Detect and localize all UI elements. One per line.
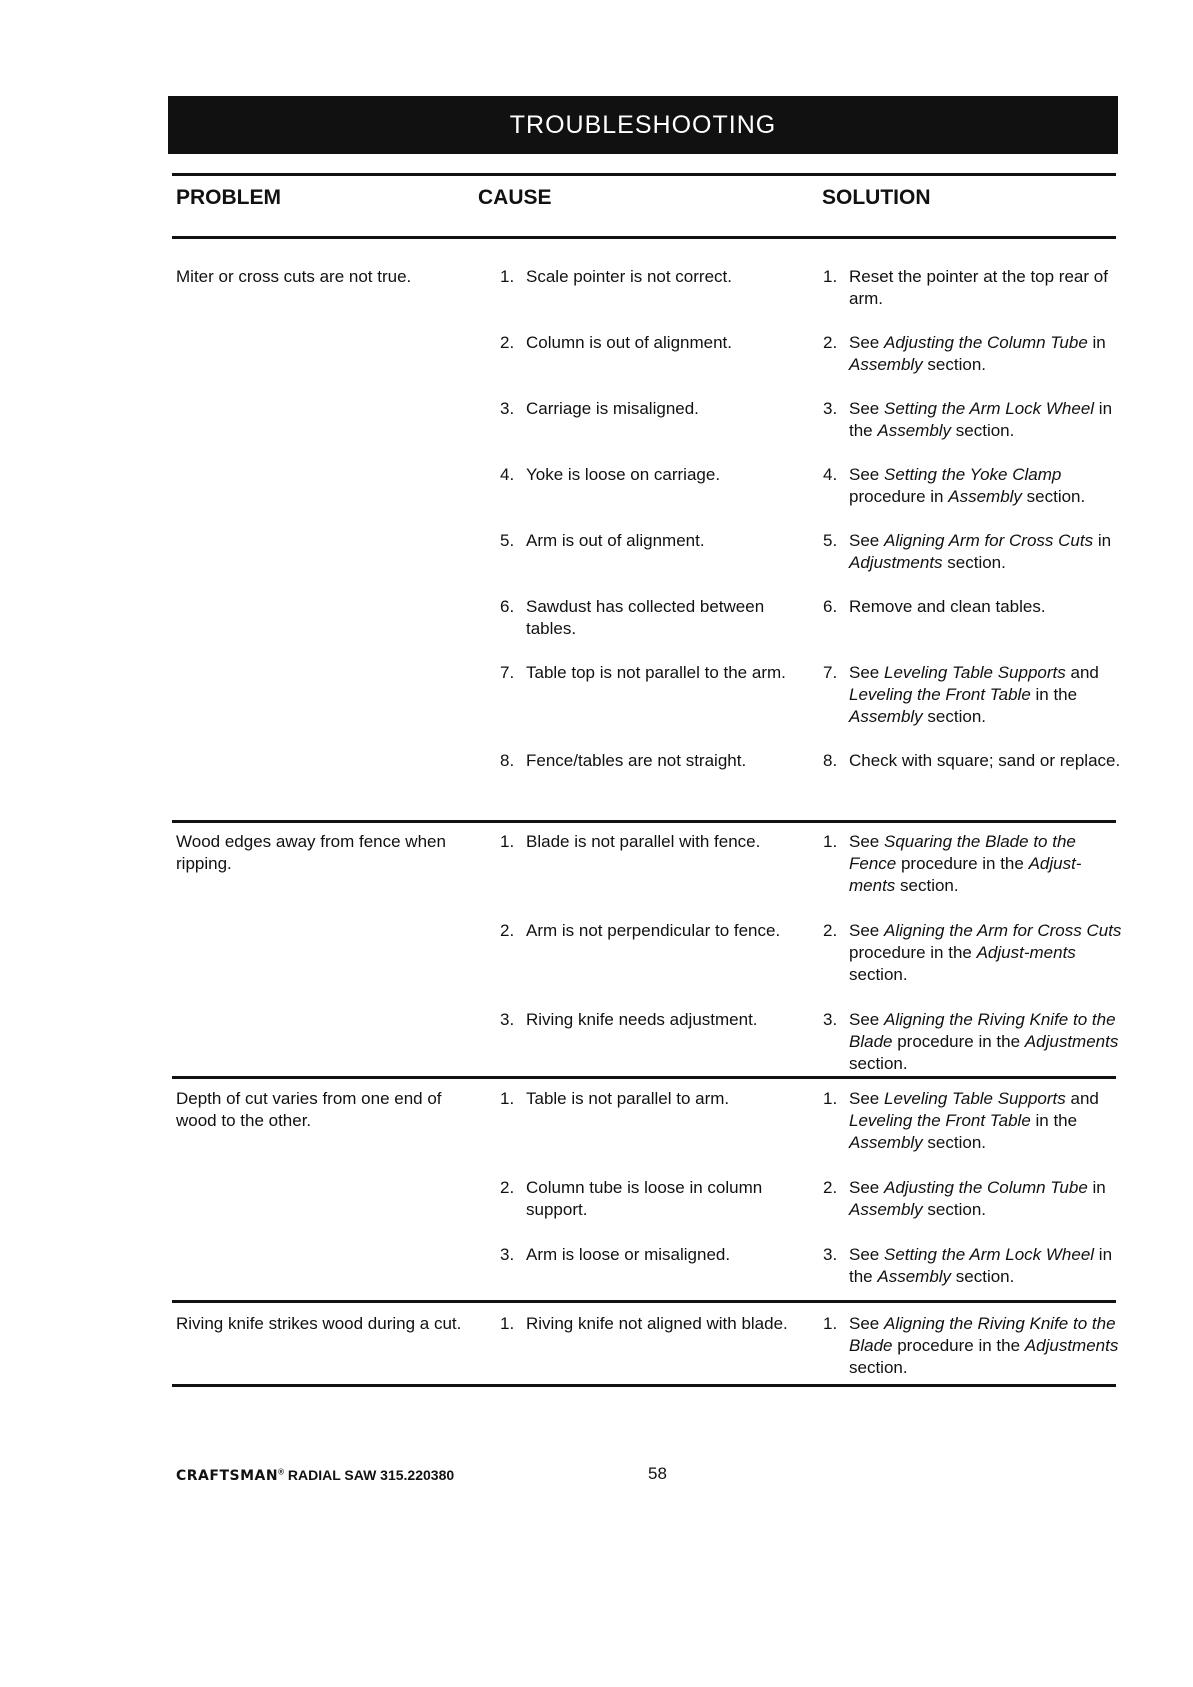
solution-text: See Squaring the Blade to the Fence procedure in the Adjust-ments section. — [849, 832, 1082, 895]
cause-text: Fence/tables are not straight. — [526, 751, 747, 770]
solution-item — [823, 920, 1123, 986]
solution-text: See Aligning the Riving Knife to the Blade procedure in the Adjustments section. — [849, 1010, 1119, 1073]
cause-item — [500, 831, 800, 853]
cause-item — [500, 530, 800, 552]
cause-text: Riving knife needs adjustment. — [526, 1010, 758, 1029]
cause-number: 2. — [500, 1178, 515, 1197]
solution-number: 5. — [823, 531, 838, 550]
solution-number: 2. — [823, 1178, 838, 1197]
cause-number: 7. — [500, 663, 515, 682]
section-divider — [172, 1300, 1116, 1303]
solution-item — [823, 1244, 1123, 1288]
cause-text: Riving knife not aligned with blade. — [526, 1314, 788, 1333]
solution-number: 2. — [823, 333, 838, 352]
cause-item — [500, 1313, 800, 1335]
solution-item — [823, 530, 1123, 574]
cause-number: 8. — [500, 751, 515, 770]
cause-text: Arm is not perpendicular to fence. — [526, 921, 781, 940]
solution-number: 1. — [823, 267, 838, 286]
solution-item — [823, 398, 1123, 442]
cause-text: Yoke is loose on carriage. — [526, 465, 721, 484]
cause-item — [500, 920, 800, 942]
cause-number: 1. — [500, 1314, 515, 1333]
solution-text: See Adjusting the Column Tube in Assembly section. — [849, 1178, 1106, 1219]
solution-item — [823, 750, 1123, 772]
cause-number: 2. — [500, 921, 515, 940]
cause-number: 1. — [500, 832, 515, 851]
solution-text: See Setting the Arm Lock Wheel in the Assembly section. — [849, 399, 1113, 440]
solution-number: 3. — [823, 1010, 838, 1029]
solution-text: Reset the pointer at the top rear of arm. — [849, 267, 1108, 308]
cause-text: Carriage is misaligned. — [526, 399, 699, 418]
header-problem: PROBLEM — [176, 186, 281, 209]
cause-text: Blade is not parallel with fence. — [526, 832, 761, 851]
cause-number: 3. — [500, 1010, 515, 1029]
solution-number: 3. — [823, 399, 838, 418]
solution-item — [823, 1313, 1123, 1379]
solution-item — [823, 831, 1123, 897]
table-end-rule — [172, 1384, 1116, 1387]
solution-item — [823, 464, 1123, 508]
cause-text: Table is not parallel to arm. — [526, 1089, 730, 1108]
header-top-rule — [172, 173, 1116, 176]
cause-item — [500, 398, 800, 420]
solution-number: 1. — [823, 1089, 838, 1108]
solution-text: See Setting the Yoke Clamp procedure in Assembly section. — [849, 465, 1086, 506]
solution-text: See Adjusting the Column Tube in Assembly section. — [849, 333, 1106, 374]
solution-text: Remove and clean tables. — [849, 597, 1046, 616]
solution-number: 7. — [823, 663, 838, 682]
cause-text: Sawdust has collected between tables. — [526, 597, 765, 638]
cause-text: Scale pointer is not correct. — [526, 267, 732, 286]
cause-text: Column is out of alignment. — [526, 333, 732, 352]
cause-number: 6. — [500, 597, 515, 616]
cause-number: 3. — [500, 399, 515, 418]
header-solution: SOLUTION — [822, 186, 931, 209]
cause-item — [500, 750, 800, 772]
header-bottom-rule — [172, 236, 1116, 239]
cause-text: Table top is not parallel to the arm. — [526, 663, 786, 682]
problem-text: Miter or cross cuts are not true. — [176, 267, 412, 286]
solution-item — [823, 1177, 1123, 1221]
cause-number: 5. — [500, 531, 515, 550]
cause-item — [500, 1177, 800, 1221]
craftsman-logo: CRAFTSMAN — [176, 1468, 279, 1484]
solution-item — [823, 662, 1123, 728]
solution-number: 2. — [823, 921, 838, 940]
solution-number: 4. — [823, 465, 838, 484]
section-divider — [172, 1076, 1116, 1079]
cause-text: Column tube is loose in column support. — [526, 1178, 763, 1219]
cause-item — [500, 596, 800, 640]
cause-item — [500, 1244, 800, 1266]
cause-number: 4. — [500, 465, 515, 484]
solution-item — [823, 1088, 1123, 1154]
solution-text: See Leveling Table Supports and Leveling the Front Table in the Assembly section. — [849, 663, 1099, 726]
solution-text: See Aligning the Arm for Cross Cuts procedure in the Adjust-ments section. — [849, 921, 1122, 984]
cause-item — [500, 464, 800, 486]
solution-item — [823, 332, 1123, 376]
problem-text: Depth of cut varies from one end of wood to the other. — [176, 1089, 442, 1130]
cause-item — [500, 1009, 800, 1031]
page-number: 58 — [648, 1464, 667, 1483]
solution-text: See Aligning the Riving Knife to the Blade procedure in the Adjustments section. — [849, 1314, 1119, 1377]
cause-item — [500, 332, 800, 354]
cause-number: 1. — [500, 1089, 515, 1108]
problem-text: Wood edges away from fence when ripping. — [176, 832, 446, 873]
cause-number: 2. — [500, 333, 515, 352]
solution-item — [823, 266, 1123, 310]
cause-text: Arm is out of alignment. — [526, 531, 705, 550]
cause-item — [500, 1088, 800, 1110]
cause-number: 1. — [500, 267, 515, 286]
footer-model: CRAFTSMAN® RADIAL SAW 315.220380 — [176, 1467, 455, 1484]
solution-text: See Setting the Arm Lock Wheel in the Assembly section. — [849, 1245, 1113, 1286]
solution-text: Check with square; sand or replace. — [849, 751, 1121, 770]
header-cause: CAUSE — [478, 186, 552, 209]
solution-item — [823, 1009, 1123, 1075]
solution-text: See Aligning Arm for Cross Cuts in Adjustments section. — [849, 531, 1112, 572]
cause-text: Arm is loose or misaligned. — [526, 1245, 731, 1264]
solution-number: 6. — [823, 597, 838, 616]
problem-text: Riving knife strikes wood during a cut. — [176, 1314, 462, 1333]
page-title: TROUBLESHOOTING — [509, 110, 777, 139]
solution-text: See Leveling Table Supports and Leveling the Front Table in the Assembly section. — [849, 1089, 1099, 1152]
solution-number: 1. — [823, 832, 838, 851]
cause-number: 3. — [500, 1245, 515, 1264]
cause-item — [500, 662, 800, 684]
solution-item — [823, 596, 1123, 618]
cause-item — [500, 266, 800, 288]
solution-number: 1. — [823, 1314, 838, 1333]
solution-number: 3. — [823, 1245, 838, 1264]
model-text: RADIAL SAW 315.220380 — [287, 1467, 455, 1483]
section-banner — [168, 96, 1118, 154]
solution-number: 8. — [823, 751, 838, 770]
section-divider — [172, 820, 1116, 823]
